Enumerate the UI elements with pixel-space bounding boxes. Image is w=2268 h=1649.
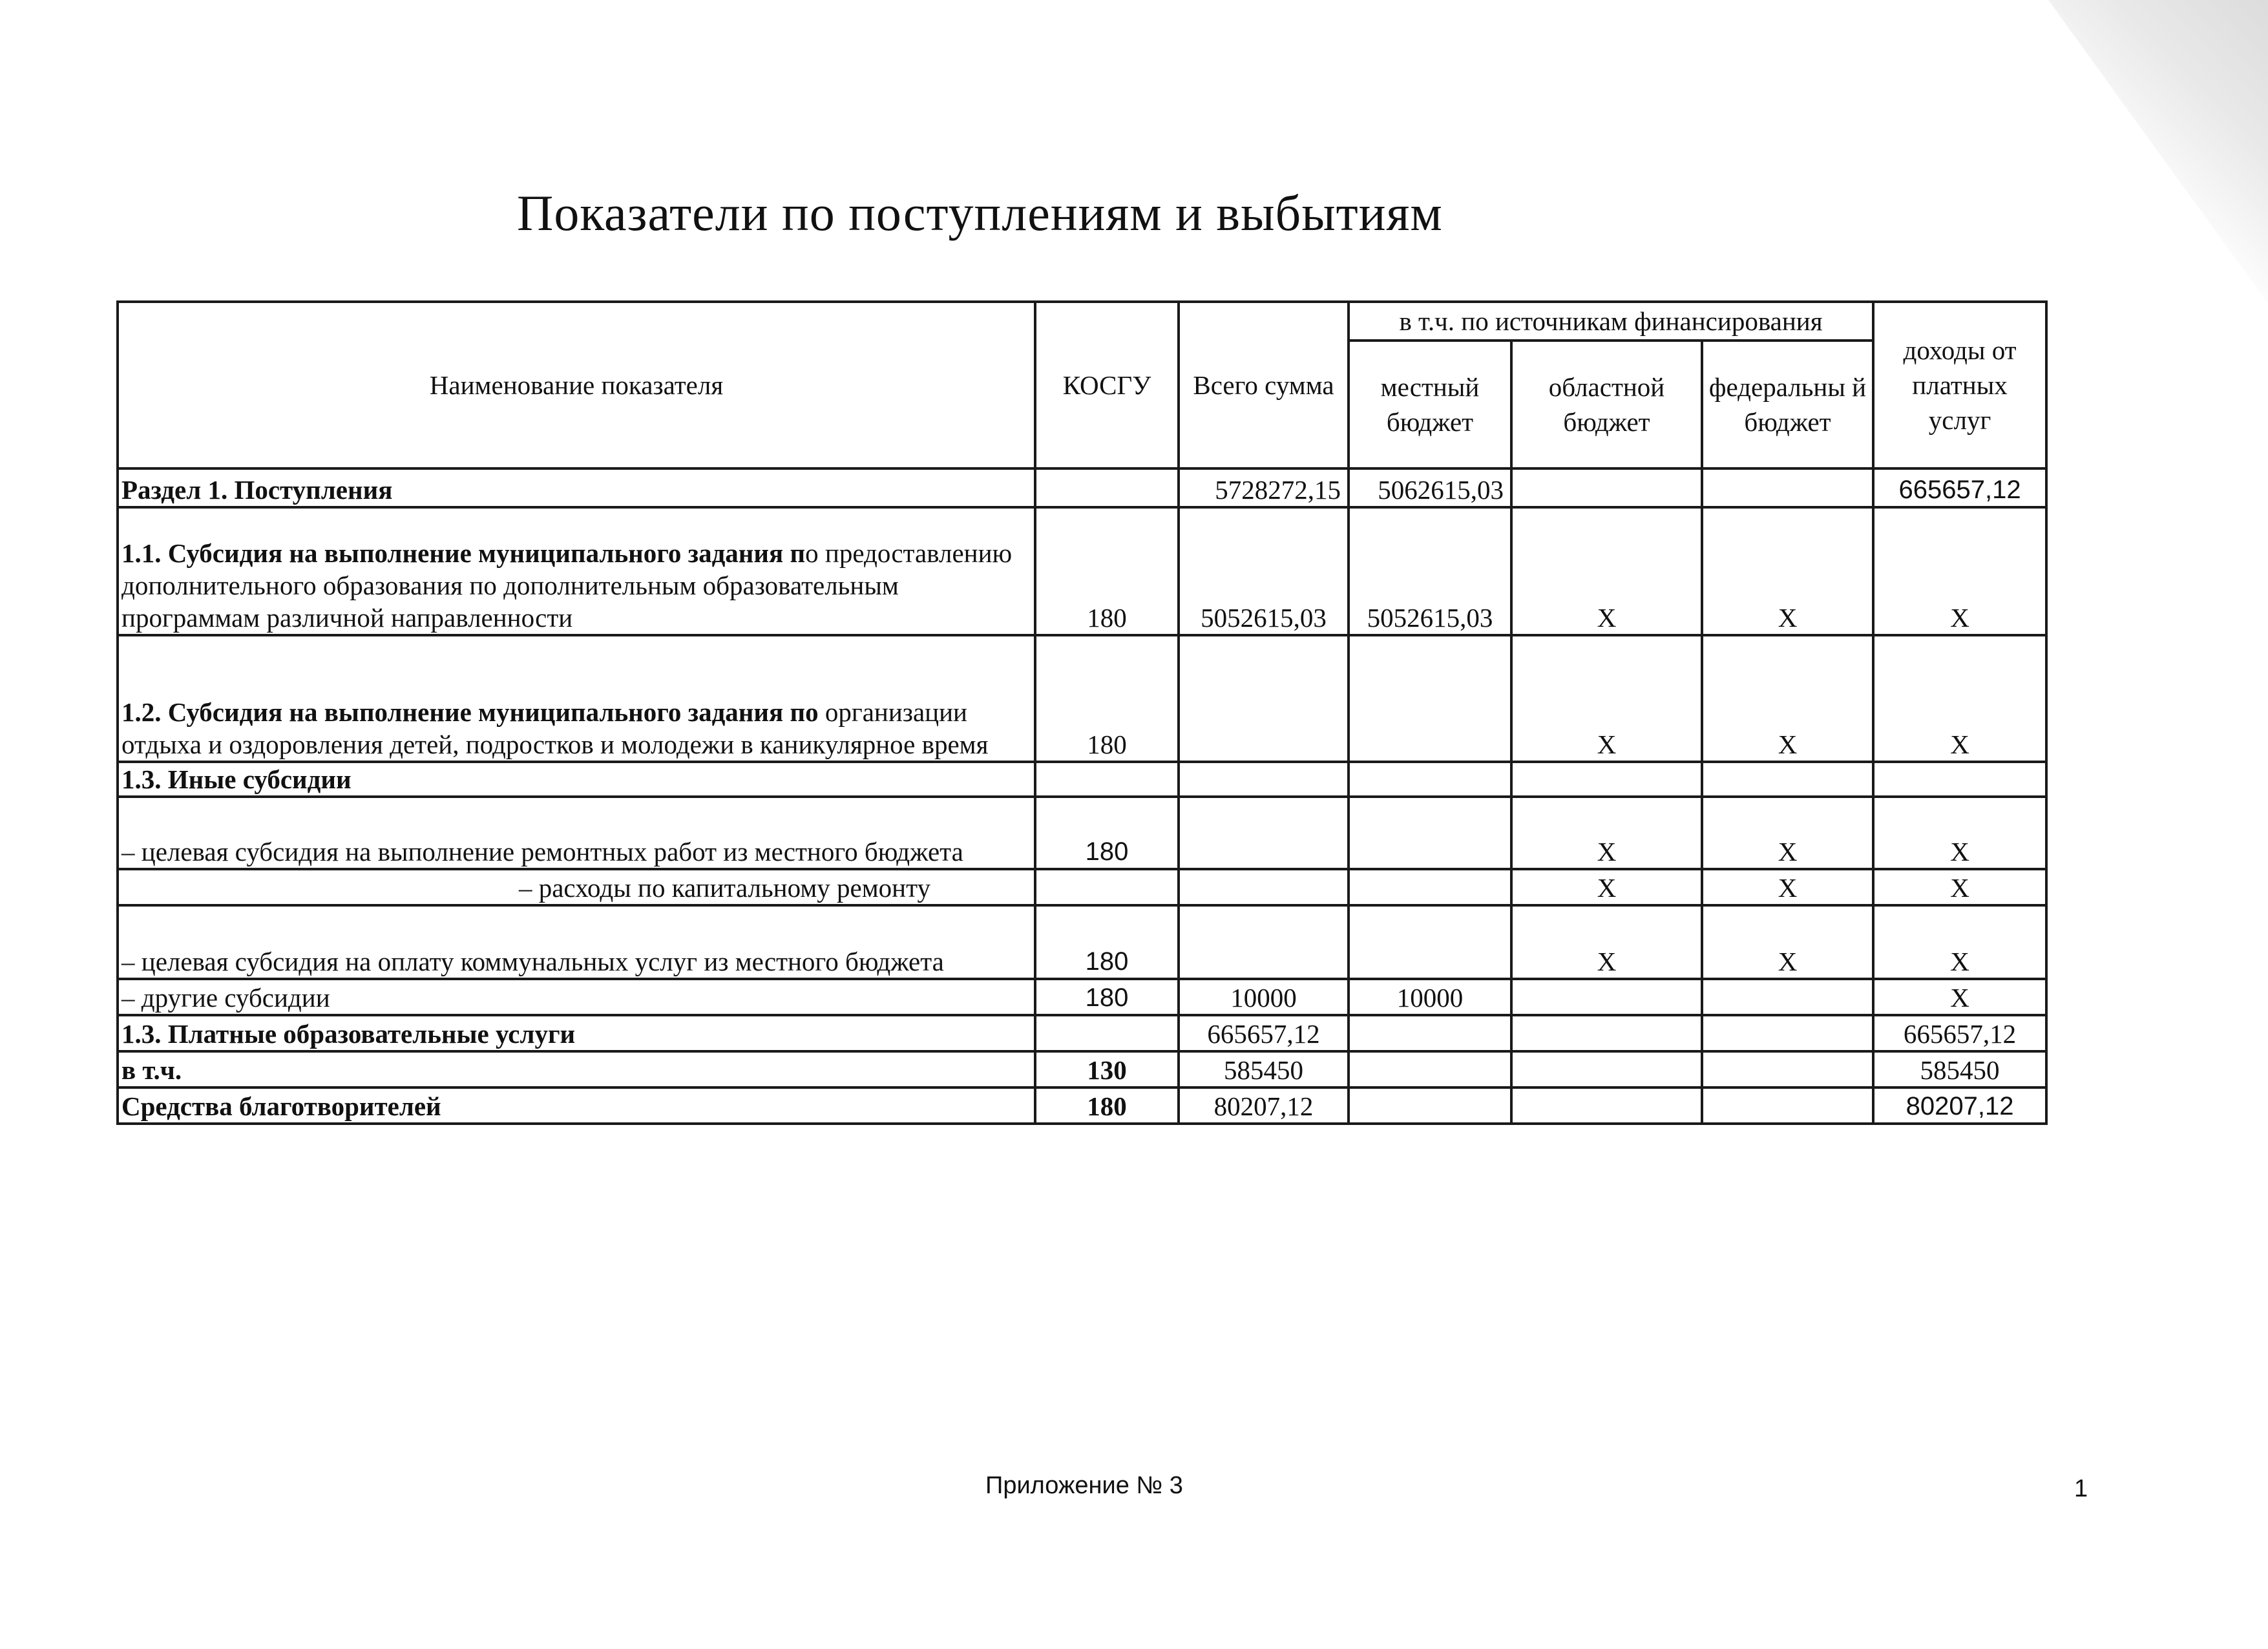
row-regional <box>1511 762 1702 797</box>
row-paid: Х <box>1873 507 2046 635</box>
table-row <box>118 762 2046 797</box>
header-name: Наименование показателя <box>118 302 1035 468</box>
row-kosgu: 130 <box>1035 1051 1179 1087</box>
row-name: – другие субсидии <box>118 979 1035 1015</box>
row-local <box>1349 1051 1511 1087</box>
row-local <box>1349 797 1511 869</box>
row-name-rest: организации отдыха и оздоровления детей, подростков и молодежи в каникулярное время <box>121 697 989 759</box>
row-total: 5052615,03 <box>1179 507 1349 635</box>
row-kosgu: 180 <box>1035 905 1179 979</box>
row-kosgu: 180 <box>1035 635 1179 762</box>
row-total <box>1179 635 1349 762</box>
indicators-table <box>116 300 2048 1125</box>
row-paid <box>1873 762 2046 797</box>
row-name-bold: 1.1. Субсидия на выполнение муниципального задания п <box>121 538 806 568</box>
row-name-rest: о предоставлению дополнительного образования по дополнительным образовательным программам различной направленности <box>121 538 1013 633</box>
row-federal: Х <box>1702 869 1873 905</box>
row-paid: Х <box>1873 869 2046 905</box>
row-total: 5728272,15 <box>1179 468 1349 507</box>
row-name-bold: 1.2. Субсидия на выполнение муниципального задания по <box>121 697 819 727</box>
row-local <box>1349 869 1511 905</box>
row-paid: 80207,12 <box>1873 1087 2046 1124</box>
page-corner-shadow <box>2048 0 2268 304</box>
row-total <box>1179 869 1349 905</box>
row-paid: Х <box>1873 905 2046 979</box>
row-kosgu: 180 <box>1035 1087 1179 1124</box>
row-federal <box>1702 979 1873 1015</box>
row-regional: Х <box>1511 507 1702 635</box>
row-paid: Х <box>1873 635 2046 762</box>
row-federal: Х <box>1702 507 1873 635</box>
table-row <box>118 869 2046 905</box>
row-name: – целевая субсидия на оплату коммунальных услуг из местного бюджета <box>118 905 1035 979</box>
row-name <box>118 507 1035 635</box>
row-regional <box>1511 1051 1702 1087</box>
row-federal <box>1702 762 1873 797</box>
row-local <box>1349 762 1511 797</box>
row-local: 10000 <box>1349 979 1511 1015</box>
row-total: 80207,12 <box>1179 1087 1349 1124</box>
table-row <box>118 635 2046 762</box>
row-regional: Х <box>1511 635 1702 762</box>
row-name: 1.3. Иные субсидии <box>118 762 1035 797</box>
row-total <box>1179 762 1349 797</box>
row-kosgu <box>1035 1015 1179 1051</box>
row-regional: Х <box>1511 905 1702 979</box>
row-kosgu: 180 <box>1035 797 1179 869</box>
row-regional <box>1511 1087 1702 1124</box>
table-row <box>118 468 2046 507</box>
table-row <box>118 507 2046 635</box>
row-kosgu <box>1035 869 1179 905</box>
header-paid-services: доходы от платных услуг <box>1873 302 2046 468</box>
row-federal <box>1702 1087 1873 1124</box>
row-total: 10000 <box>1179 979 1349 1015</box>
row-regional: Х <box>1511 797 1702 869</box>
row-federal: Х <box>1702 905 1873 979</box>
row-kosgu <box>1035 762 1179 797</box>
row-federal: Х <box>1702 635 1873 762</box>
row-regional <box>1511 1015 1702 1051</box>
row-name: – расходы по капитальному ремонту <box>118 869 1035 905</box>
page-number: 1 <box>2074 1475 2088 1502</box>
table-header-row <box>118 302 2046 341</box>
row-paid: 665657,12 <box>1873 1015 2046 1051</box>
row-total <box>1179 797 1349 869</box>
table-row <box>118 797 2046 869</box>
row-regional: Х <box>1511 869 1702 905</box>
table-row <box>118 905 2046 979</box>
row-local <box>1349 905 1511 979</box>
row-total: 585450 <box>1179 1051 1349 1087</box>
row-total <box>1179 905 1349 979</box>
header-kosgu: КОСГУ <box>1035 302 1179 468</box>
row-name: 1.3. Платные образовательные услуги <box>118 1015 1035 1051</box>
row-paid: 585450 <box>1873 1051 2046 1087</box>
row-name: в т.ч. <box>118 1051 1035 1087</box>
row-local <box>1349 635 1511 762</box>
row-paid: Х <box>1873 797 2046 869</box>
row-paid: 665657,12 <box>1873 468 2046 507</box>
row-federal <box>1702 1051 1873 1087</box>
row-federal: Х <box>1702 797 1873 869</box>
row-kosgu: 180 <box>1035 979 1179 1015</box>
header-federal-budget: федеральны й бюджет <box>1702 341 1873 468</box>
row-name: Раздел 1. Поступления <box>118 468 1035 507</box>
table-row <box>118 1087 2046 1124</box>
table-row <box>118 1015 2046 1051</box>
table-row <box>118 1051 2046 1087</box>
row-total: 665657,12 <box>1179 1015 1349 1051</box>
header-local-budget: местный бюджет <box>1349 341 1511 468</box>
row-kosgu: 180 <box>1035 507 1179 635</box>
row-regional <box>1511 468 1702 507</box>
row-regional <box>1511 979 1702 1015</box>
row-local <box>1349 1087 1511 1124</box>
page-title: Показатели по поступлениям и выбытиям <box>517 185 1443 241</box>
row-kosgu <box>1035 468 1179 507</box>
row-federal <box>1702 468 1873 507</box>
table-row <box>118 979 2046 1015</box>
row-local <box>1349 1015 1511 1051</box>
row-federal <box>1702 1015 1873 1051</box>
header-regional-budget: областной бюджет <box>1511 341 1702 468</box>
row-local: 5062615,03 <box>1349 468 1511 507</box>
header-total: Всего сумма <box>1179 302 1349 468</box>
row-name: – целевая субсидия на выполнение ремонтных работ из местного бюджета <box>118 797 1035 869</box>
row-name: Средства благотворителей <box>118 1087 1035 1124</box>
header-funding-sources: в т.ч. по источникам финансирования <box>1349 302 1873 341</box>
appendix-label: Приложение № 3 <box>985 1472 1183 1499</box>
row-name <box>118 635 1035 762</box>
row-local: 5052615,03 <box>1349 507 1511 635</box>
row-paid: Х <box>1873 979 2046 1015</box>
